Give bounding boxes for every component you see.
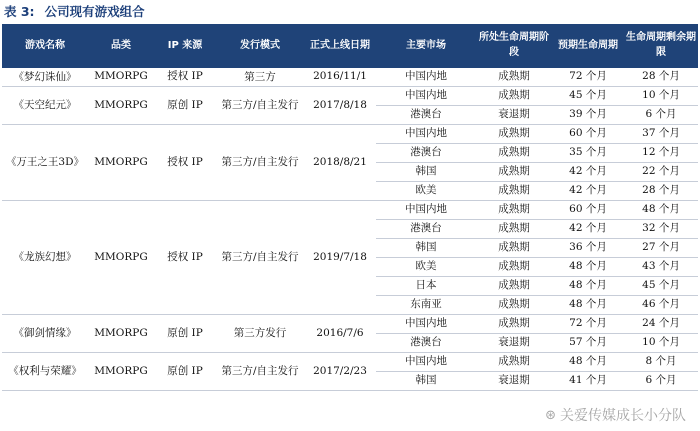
release-mode-cell: 第三方/自主发行 xyxy=(216,352,304,390)
market-cell: 韩国 xyxy=(376,238,476,257)
ip-source-cell: 授权 IP xyxy=(154,124,216,200)
expected-lifecycle-cell: 48 个月 xyxy=(552,276,624,295)
release-mode-cell: 第三方 xyxy=(216,67,304,86)
market-cell: 韩国 xyxy=(376,162,476,181)
market-cell: 港澳台 xyxy=(376,219,476,238)
launch-date-cell: 2019/7/18 xyxy=(304,200,376,314)
remaining-lifecycle-cell: 46 个月 xyxy=(624,295,698,314)
remaining-lifecycle-cell: 6 个月 xyxy=(624,371,698,390)
table-body xyxy=(2,67,698,390)
lifecycle-stage-cell: 成熟期 xyxy=(476,162,552,181)
remaining-lifecycle-cell: 10 个月 xyxy=(624,333,698,352)
wechat-icon: ⊛ xyxy=(545,407,556,423)
category-cell: MMORPG xyxy=(88,200,154,314)
market-cell: 港澳台 xyxy=(376,105,476,124)
game-name-cell: 《权利与荣耀》 xyxy=(2,352,88,390)
table-row xyxy=(2,67,698,86)
table-caption-text: 公司现有游戏组合 xyxy=(44,4,145,19)
lifecycle-stage-cell: 成熟期 xyxy=(476,257,552,276)
market-cell: 中国内地 xyxy=(376,352,476,371)
release-mode-cell: 第三方发行 xyxy=(216,314,304,352)
remaining-lifecycle-cell: 27 个月 xyxy=(624,238,698,257)
expected-lifecycle-cell: 57 个月 xyxy=(552,333,624,352)
expected-lifecycle-cell: 72 个月 xyxy=(552,67,624,86)
game-name-cell: 《梦幻诛仙》 xyxy=(2,67,88,86)
category-cell: MMORPG xyxy=(88,86,154,124)
column-header: 预期生命周期 xyxy=(552,24,624,67)
column-header: 所处生命周期阶段 xyxy=(476,24,552,67)
expected-lifecycle-cell: 42 个月 xyxy=(552,219,624,238)
lifecycle-stage-cell: 成熟期 xyxy=(476,352,552,371)
column-header: 品类 xyxy=(88,24,154,67)
lifecycle-stage-cell: 成熟期 xyxy=(476,238,552,257)
remaining-lifecycle-cell: 48 个月 xyxy=(624,200,698,219)
lifecycle-stage-cell: 成熟期 xyxy=(476,276,552,295)
remaining-lifecycle-cell: 10 个月 xyxy=(624,86,698,105)
lifecycle-stage-cell: 成熟期 xyxy=(476,143,552,162)
market-cell: 欧美 xyxy=(376,257,476,276)
remaining-lifecycle-cell: 43 个月 xyxy=(624,257,698,276)
remaining-lifecycle-cell: 6 个月 xyxy=(624,105,698,124)
ip-source-cell: 原创 IP xyxy=(154,86,216,124)
expected-lifecycle-cell: 48 个月 xyxy=(552,295,624,314)
launch-date-cell: 2017/2/23 xyxy=(304,352,376,390)
market-cell: 欧美 xyxy=(376,181,476,200)
lifecycle-stage-cell: 成熟期 xyxy=(476,86,552,105)
remaining-lifecycle-cell: 12 个月 xyxy=(624,143,698,162)
ip-source-cell: 原创 IP xyxy=(154,314,216,352)
expected-lifecycle-cell: 35 个月 xyxy=(552,143,624,162)
category-cell: MMORPG xyxy=(88,352,154,390)
launch-date-cell: 2018/8/21 xyxy=(304,124,376,200)
expected-lifecycle-cell: 42 个月 xyxy=(552,162,624,181)
lifecycle-stage-cell: 成熟期 xyxy=(476,67,552,86)
lifecycle-stage-cell: 成熟期 xyxy=(476,314,552,333)
remaining-lifecycle-cell: 32 个月 xyxy=(624,219,698,238)
launch-date-cell: 2016/7/6 xyxy=(304,314,376,352)
remaining-lifecycle-cell: 24 个月 xyxy=(624,314,698,333)
column-header: 正式上线日期 xyxy=(304,24,376,67)
expected-lifecycle-cell: 41 个月 xyxy=(552,371,624,390)
lifecycle-stage-cell: 衰退期 xyxy=(476,333,552,352)
lifecycle-stage-cell: 成熟期 xyxy=(476,200,552,219)
table-row xyxy=(2,124,698,143)
lifecycle-stage-cell: 成熟期 xyxy=(476,181,552,200)
table-header-row xyxy=(2,24,698,67)
market-cell: 中国内地 xyxy=(376,124,476,143)
market-cell: 日本 xyxy=(376,276,476,295)
launch-date-cell: 2017/8/18 xyxy=(304,86,376,124)
game-portfolio-table xyxy=(2,24,698,391)
market-cell: 中国内地 xyxy=(376,314,476,333)
release-mode-cell: 第三方/自主发行 xyxy=(216,124,304,200)
table-row xyxy=(2,86,698,105)
game-name-cell: 《天空纪元》 xyxy=(2,86,88,124)
expected-lifecycle-cell: 72 个月 xyxy=(552,314,624,333)
market-cell: 港澳台 xyxy=(376,333,476,352)
game-name-cell: 《龙族幻想》 xyxy=(2,200,88,314)
remaining-lifecycle-cell: 28 个月 xyxy=(624,67,698,86)
remaining-lifecycle-cell: 45 个月 xyxy=(624,276,698,295)
expected-lifecycle-cell: 48 个月 xyxy=(552,257,624,276)
market-cell: 韩国 xyxy=(376,371,476,390)
ip-source-cell: 授权 IP xyxy=(154,200,216,314)
ip-source-cell: 原创 IP xyxy=(154,352,216,390)
market-cell: 港澳台 xyxy=(376,143,476,162)
category-cell: MMORPG xyxy=(88,67,154,86)
game-name-cell: 《万王之王3D》 xyxy=(2,124,88,200)
table-row xyxy=(2,352,698,371)
market-cell: 东南亚 xyxy=(376,295,476,314)
release-mode-cell: 第三方/自主发行 xyxy=(216,200,304,314)
game-name-cell: 《御剑情缘》 xyxy=(2,314,88,352)
market-cell: 中国内地 xyxy=(376,200,476,219)
launch-date-cell: 2016/11/1 xyxy=(304,67,376,86)
lifecycle-stage-cell: 衰退期 xyxy=(476,371,552,390)
column-header: 生命周期剩余期限 xyxy=(624,24,698,67)
expected-lifecycle-cell: 39 个月 xyxy=(552,105,624,124)
watermark-text: 关爱传媒成长小分队 xyxy=(560,408,686,424)
expected-lifecycle-cell: 60 个月 xyxy=(552,200,624,219)
expected-lifecycle-cell: 42 个月 xyxy=(552,181,624,200)
release-mode-cell: 第三方/自主发行 xyxy=(216,86,304,124)
expected-lifecycle-cell: 60 个月 xyxy=(552,124,624,143)
market-cell: 中国内地 xyxy=(376,67,476,86)
remaining-lifecycle-cell: 8 个月 xyxy=(624,352,698,371)
column-header: 游戏名称 xyxy=(2,24,88,67)
lifecycle-stage-cell: 成熟期 xyxy=(476,124,552,143)
lifecycle-stage-cell: 衰退期 xyxy=(476,105,552,124)
market-cell: 中国内地 xyxy=(376,86,476,105)
table-caption-label: 表 3: xyxy=(4,4,35,19)
lifecycle-stage-cell: 成熟期 xyxy=(476,219,552,238)
watermark xyxy=(545,405,686,425)
lifecycle-stage-cell: 成熟期 xyxy=(476,295,552,314)
column-header: 主要市场 xyxy=(376,24,476,67)
table-row xyxy=(2,314,698,333)
column-header: IP 来源 xyxy=(154,24,216,67)
table-caption xyxy=(4,2,145,22)
remaining-lifecycle-cell: 37 个月 xyxy=(624,124,698,143)
expected-lifecycle-cell: 36 个月 xyxy=(552,238,624,257)
category-cell: MMORPG xyxy=(88,314,154,352)
ip-source-cell: 授权 IP xyxy=(154,67,216,86)
category-cell: MMORPG xyxy=(88,124,154,200)
column-header: 发行模式 xyxy=(216,24,304,67)
expected-lifecycle-cell: 48 个月 xyxy=(552,352,624,371)
table-row xyxy=(2,200,698,219)
remaining-lifecycle-cell: 28 个月 xyxy=(624,181,698,200)
remaining-lifecycle-cell: 22 个月 xyxy=(624,162,698,181)
expected-lifecycle-cell: 45 个月 xyxy=(552,86,624,105)
